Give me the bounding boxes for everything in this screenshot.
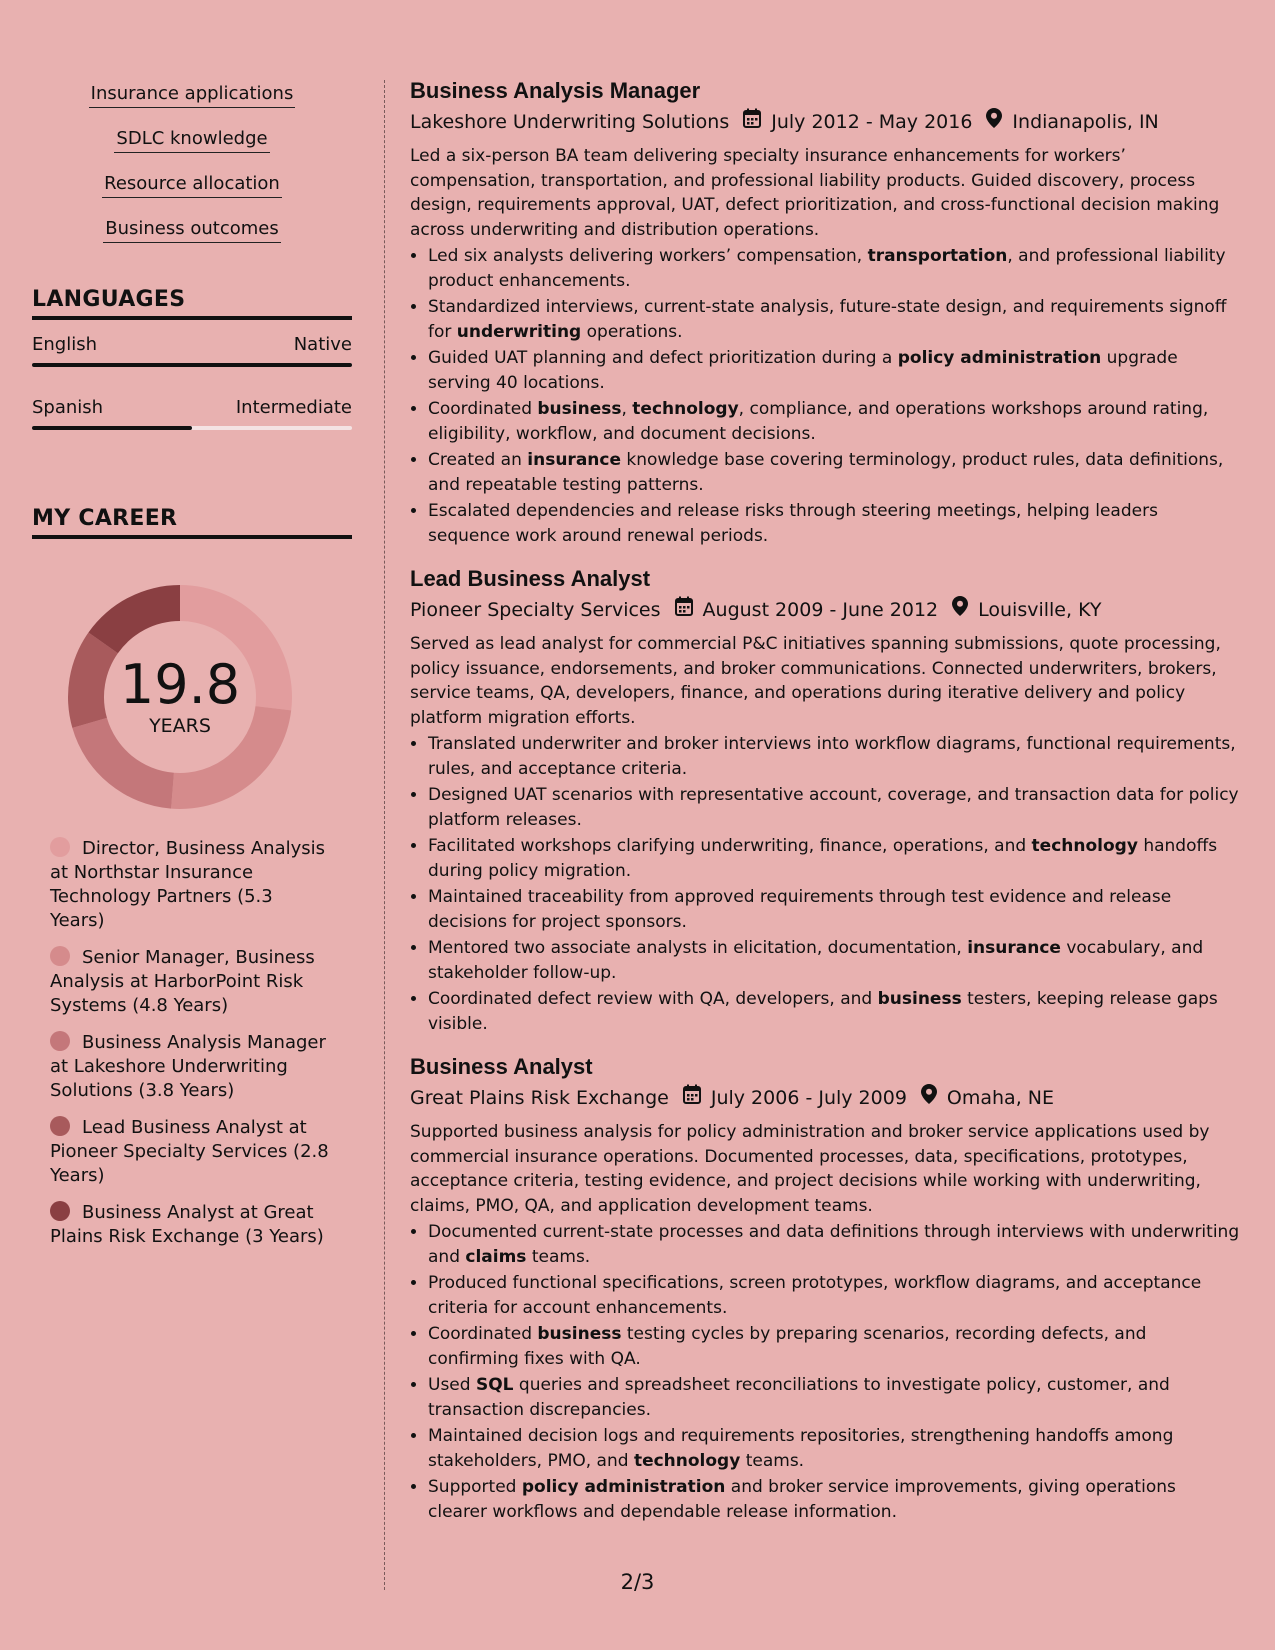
skill-item: SDLC knowledge: [32, 125, 352, 153]
language-name: English: [32, 334, 97, 355]
language-english: [32, 334, 352, 367]
job-entry: [410, 76, 1240, 548]
skills-list: [32, 80, 352, 243]
job-dates: July 2006 - July 2009: [710, 1087, 907, 1109]
job-bullets: [410, 1220, 1240, 1524]
language-level: Native: [293, 334, 352, 355]
language-bar: [32, 426, 352, 430]
career-legend: [32, 837, 330, 1249]
page-number: 2/3: [620, 1570, 655, 1594]
job-bullet: • Escalated dependencies and release risks through steering meetings, helping leaders sequence work around renewal periods.: [428, 499, 1240, 548]
career-total-years: 19.8: [119, 653, 241, 716]
job-bullet: • Maintained traceability from approved requirements through test evidence and release decisions for project sponsors.: [428, 885, 1240, 934]
job-entry: [410, 1052, 1240, 1524]
job-bullet: • Documented current-state processes and data definitions through interviews with underwriting and claims teams.: [428, 1220, 1240, 1269]
job-meta: [410, 596, 1240, 624]
job-bullets: [410, 732, 1240, 1036]
legend-dot: [50, 1116, 70, 1136]
job-bullet: • Maintained decision logs and requirements repositories, strengthening handoffs among stakeholders, PMO, and technology teams.: [428, 1424, 1240, 1473]
job-company: Pioneer Specialty Services: [410, 599, 661, 621]
job-bullet: • Guided UAT planning and defect prioritization during a policy administration upgrade serving 40 locations.: [428, 346, 1240, 395]
job-location: Indianapolis, IN: [1012, 111, 1159, 133]
column-divider: [384, 80, 385, 1590]
calendar-icon: [743, 108, 761, 136]
career-legend-item: Senior Manager, Business Analysis at HarborPoint Risk Systems (4.8 Years): [50, 947, 315, 1016]
job-location: Louisville, KY: [978, 599, 1102, 621]
career-legend-item: Lead Business Analyst at Pioneer Specialty Services (2.8 Years): [50, 1117, 329, 1186]
job-summary: Supported business analysis for policy administration and broker service applications used by commercial insurance operations. Documented processes, data, specifications, prototypes, acceptance criteria, testing evidence, and project decisions while working with underwriting, claims, PMO, QA, and application development teams.: [410, 1122, 1210, 1216]
language-bar: [32, 363, 352, 367]
job-bullet: • Mentored two associate analysts in elicitation, documentation, insurance vocabulary, and stakeholder follow-up.: [428, 936, 1240, 985]
job-summary: Led a six-person BA team delivering specialty insurance enhancements for workers’ compensation, transportation, and professional liability products. Guided discovery, process design, requirements approval, UAT, defect prioritization, and cross-functional decision making across underwriting and distribution operations.: [410, 146, 1220, 240]
job-title: Business Analyst: [410, 1054, 593, 1079]
job-meta: [410, 108, 1240, 136]
location-pin-icon: [921, 1084, 937, 1112]
job-bullet: • Designed UAT scenarios with representative account, coverage, and transaction data for policy platform releases.: [428, 783, 1240, 832]
language-bar-fill: [32, 363, 352, 367]
career-title: MY CAREER: [32, 506, 352, 539]
legend-dot: [50, 946, 70, 966]
job-summary: Served as lead analyst for commercial P&C initiatives spanning submissions, quote processing, policy issuance, endorsements, and broker communications. Connected underwriters, brokers, service teams, QA, developers, finance, and operations during iterative delivery and policy platform migration efforts.: [410, 634, 1221, 728]
career-donut: [32, 569, 352, 819]
language-name: Spanish: [32, 397, 104, 418]
job-bullet: • Produced functional specifications, screen prototypes, workflow diagrams, and acceptance criteria for account enhancements.: [428, 1271, 1240, 1320]
job-bullet: • Standardized interviews, current-state analysis, future-state design, and requirements signoff for underwriting operations.: [428, 295, 1240, 344]
languages-title: LANGUAGES: [32, 287, 352, 320]
job-bullet: • Coordinated business testing cycles by preparing scenarios, recording defects, and confirming fixes with QA.: [428, 1322, 1240, 1371]
job-bullet: • Used SQL queries and spreadsheet reconciliations to investigate policy, customer, and transaction discrepancies.: [428, 1373, 1240, 1422]
job-bullet: • Supported policy administration and broker service improvements, giving operations clearer workflows and dependable release information.: [428, 1475, 1240, 1524]
job-bullet: • Led six analysts delivering workers’ compensation, transportation, and professional liability product enhancements.: [428, 244, 1240, 293]
job-company: Lakeshore Underwriting Solutions: [410, 111, 730, 133]
language-spanish: [32, 397, 352, 430]
experience-section: [410, 76, 1240, 1540]
calendar-icon: [675, 596, 693, 624]
skill-item: Business outcomes: [32, 215, 352, 243]
job-bullet: • Coordinated business, technology, compliance, and operations workshops around rating, eligibility, workflow, and document decisions.: [428, 397, 1240, 446]
career-legend-item: Business Analysis Manager at Lakeshore Underwriting Solutions (3.8 Years): [50, 1032, 326, 1101]
job-bullet: • Created an insurance knowledge base covering terminology, product rules, data definitions, and repeatable testing patterns.: [428, 448, 1240, 497]
job-company: Great Plains Risk Exchange: [410, 1087, 669, 1109]
job-title: Lead Business Analyst: [410, 566, 651, 591]
job-bullet: • Translated underwriter and broker interviews into workflow diagrams, functional requirements, rules, and acceptance criteria.: [428, 732, 1240, 781]
career-legend-item: Director, Business Analysis at Northstar Insurance Technology Partners (5.3 Years): [50, 838, 326, 931]
language-level: Intermediate: [235, 397, 352, 418]
calendar-icon: [683, 1084, 701, 1112]
job-bullets: [410, 244, 1240, 548]
career-years-label: YEARS: [149, 715, 211, 737]
legend-dot: [50, 837, 70, 857]
job-bullet: • Coordinated defect review with QA, developers, and business testers, keeping release gaps visible.: [428, 987, 1240, 1036]
job-dates: July 2012 - May 2016: [771, 111, 973, 133]
location-pin-icon: [952, 596, 968, 624]
job-dates: August 2009 - June 2012: [702, 599, 939, 621]
career-section: [32, 506, 352, 1249]
job-entry: [410, 564, 1240, 1036]
location-pin-icon: [986, 108, 1002, 136]
skill-item: Insurance applications: [32, 80, 352, 108]
legend-dot: [50, 1201, 70, 1221]
career-legend-item: Business Analyst at Great Plains Risk Exchange (3 Years): [50, 1202, 324, 1247]
job-title: Business Analysis Manager: [410, 78, 701, 103]
sidebar: [32, 80, 352, 1262]
languages-section: [32, 287, 352, 430]
job-bullet: • Facilitated workshops clarifying underwriting, finance, operations, and technology handoffs during policy migration.: [428, 834, 1240, 883]
job-location: Omaha, NE: [946, 1087, 1054, 1109]
language-bar-fill: [32, 426, 192, 430]
legend-dot: [50, 1031, 70, 1051]
job-meta: [410, 1084, 1240, 1112]
skill-item: Resource allocation: [32, 170, 352, 198]
